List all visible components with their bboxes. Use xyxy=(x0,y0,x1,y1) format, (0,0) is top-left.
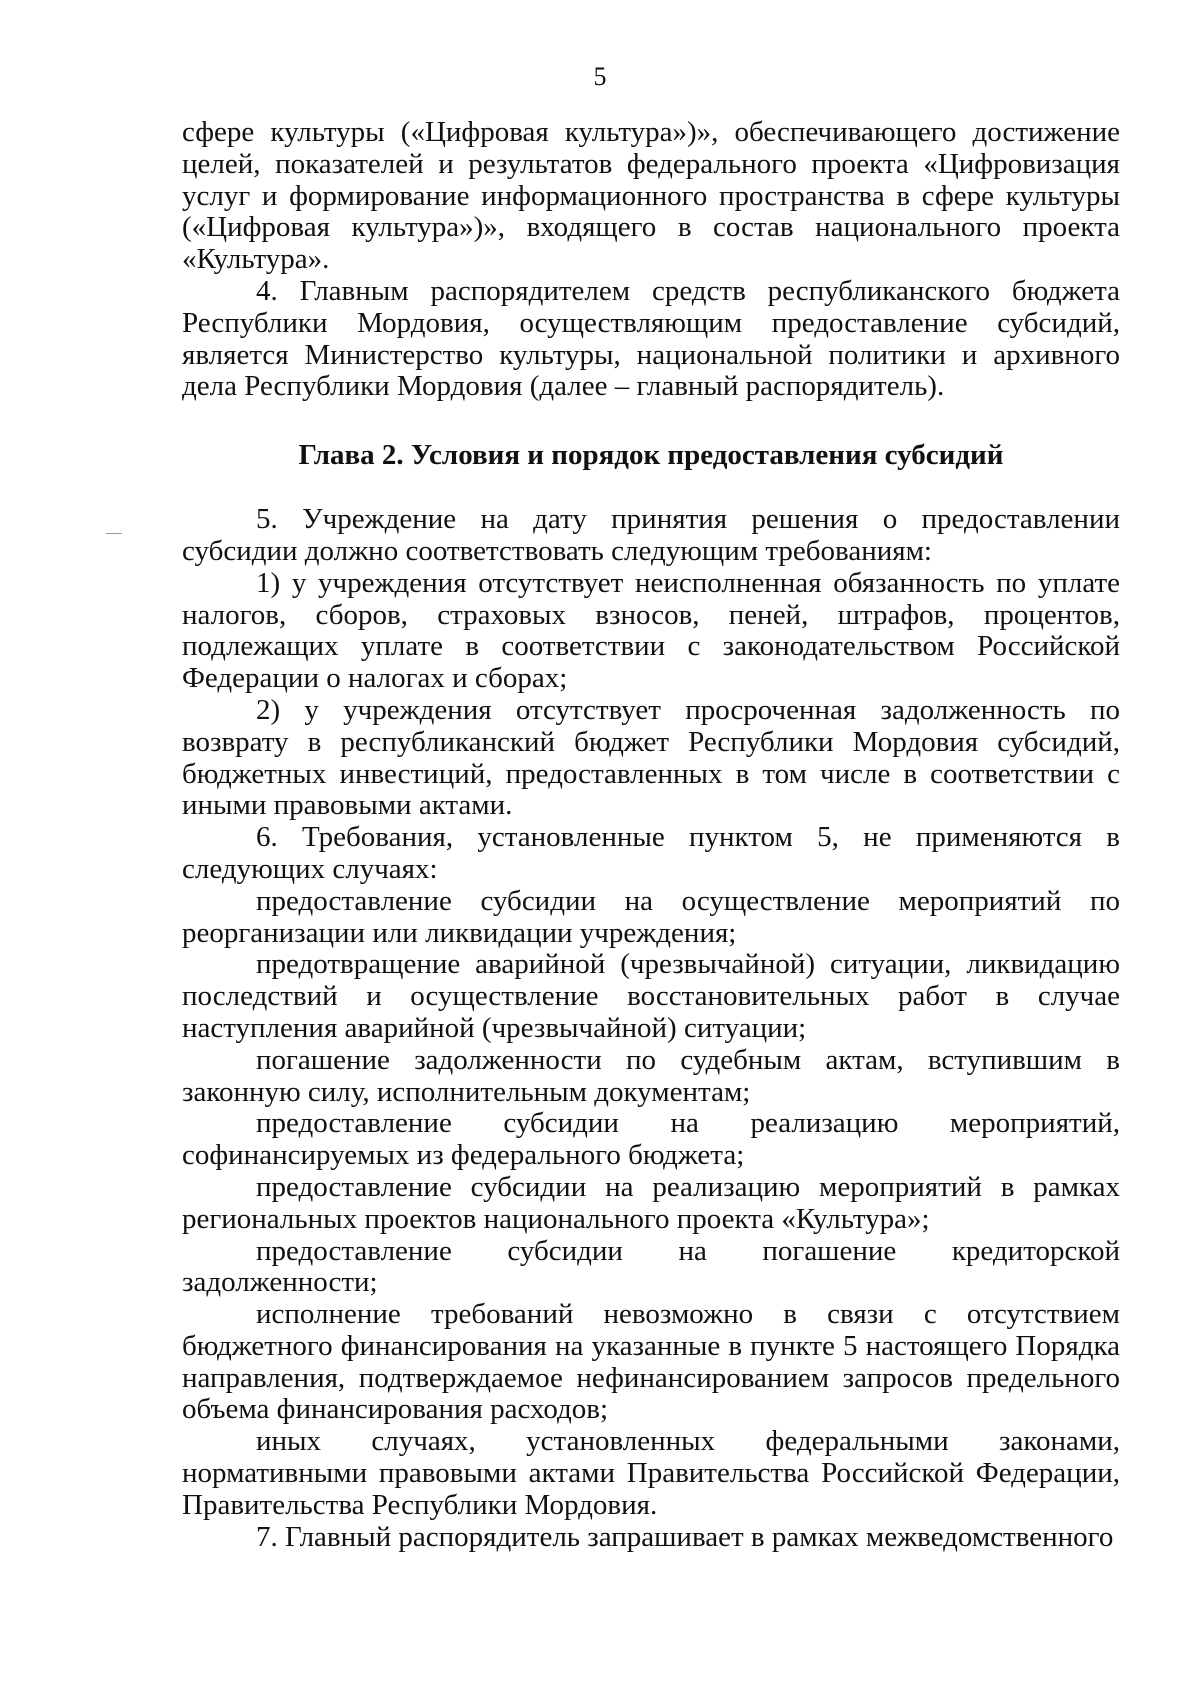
paragraph-case-other: иных случаях, установленных федеральными законами, нормативными правовыми актами Правительства Российской Федерации, Правительства Республики Мордовия. xyxy=(182,1425,1120,1521)
paragraph-item-7: 7. Главный распорядитель запрашивает в рамках межведомственного xyxy=(256,1520,1114,1553)
paragraph-case-federal-cofinancing: предоставление субсидии на реализацию мероприятий, софинансируемых из федерального бюджета; xyxy=(182,1107,1120,1172)
paragraph-case-creditor-debt: предоставление субсидии на погашение кредиторской задолженности; xyxy=(182,1234,1120,1299)
document-body xyxy=(182,117,1120,1553)
paragraph-case-court-debt: погашение задолженности по судебным актам, вступившим в законную силу, исполнительным документам; xyxy=(182,1043,1120,1108)
paragraph-continuation: сфере культуры («Цифровая культура»)», обеспечивающего достижение целей, показателей и результатов федерального проекта «Цифровизация услуг и формирование информационного пространства в сфере культуры («Цифровая культура»)», входящего в состав национального проекта «Культура». xyxy=(182,116,1120,276)
chapter-heading: Глава 2. Условия и порядок предоставления субсидий xyxy=(298,439,1004,472)
paragraph-item-4: 4. Главным распорядителем средств республиканского бюджета Республики Мордовия, осуществляющим предоставление субсидий, является Министерство культуры, национальной политики и архивного дела Республики Мордовия (далее – главный распорядитель). xyxy=(182,274,1120,403)
margin-mark xyxy=(106,533,122,534)
paragraph-subitem-1: 1) у учреждения отсутствует неисполненная обязанность по уплате налогов, сборов, страховых взносов, пеней, штрафов, процентов, подлежащих уплате в соответствии с законодательством Российской Федерации о налогах и сборах; xyxy=(182,566,1120,695)
paragraph-item-5: 5. Учреждение на дату принятия решения о предоставлении субсидии должно соответствовать следующим требованиям: xyxy=(182,503,1120,567)
paragraph-item-6: 6. Требования, установленные пунктом 5, не применяются в следующих случаях: xyxy=(182,821,1120,885)
page-number: 5 xyxy=(593,62,607,91)
paragraph-case-reorganization: предоставление субсидии на осуществление мероприятий по реорганизации или ликвидации учреждения; xyxy=(182,884,1120,949)
paragraph-case-no-financing: исполнение требований невозможно в связи с отсутствием бюджетного финансирования на указанные в пункте 5 настоящего Порядка направления, подтверждаемое нефинансированием запросов предельного объема финансирования расходов; xyxy=(182,1298,1120,1426)
paragraph-case-emergency: предотвращение аварийной (чрезвычайной) ситуации, ликвидацию последствий и осуществление восстановительных работ в случае наступления аварийной (чрезвычайной) ситуации; xyxy=(182,948,1120,1044)
paragraph-subitem-2: 2) у учреждения отсутствует просроченная задолженность по возврату в республиканский бюджет Республики Мордовия субсидий, бюджетных инвестиций, предоставленных в том числе в соответствии с иными правовыми актами. xyxy=(182,693,1120,822)
paragraph-case-regional-projects: предоставление субсидии на реализацию мероприятий в рамках региональных проектов национального проекта «Культура»; xyxy=(182,1170,1120,1235)
